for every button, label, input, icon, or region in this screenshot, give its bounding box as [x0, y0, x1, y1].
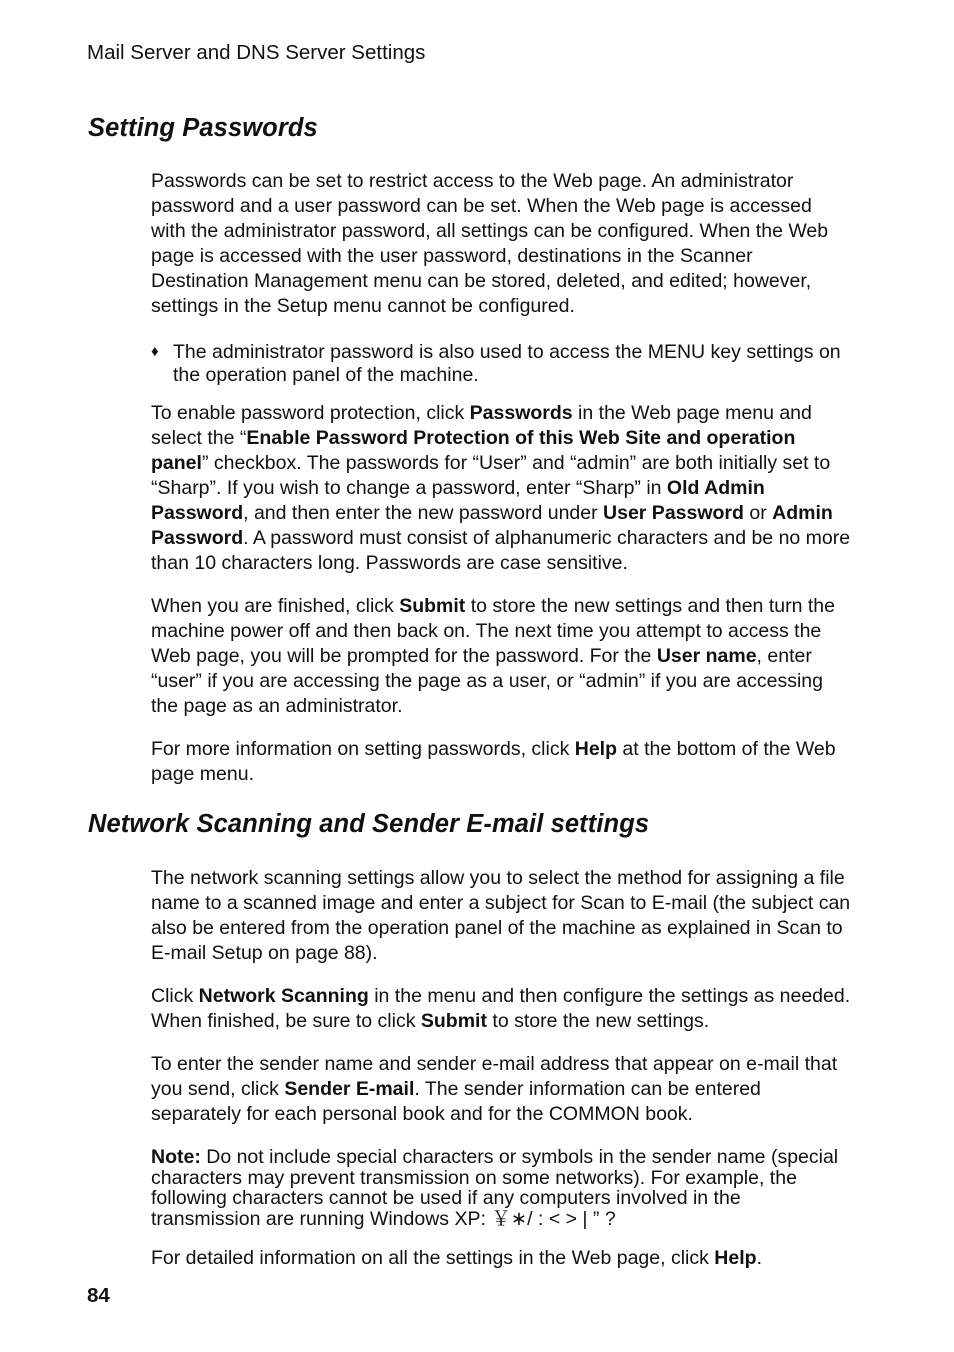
sender-email-paragraph: To enter the sender name and sender e-mail address that appear on e-mail that you send, click Sender E-mail. The sender information can be entered separately for each personal book and for the COMMON book. [151, 1053, 838, 1125]
submit-ref: Submit [399, 595, 466, 617]
finished-paragraph: When you are finished, click Submit to store the new settings and then turn the machine power off and then back on. The next time you attempt to access the Web page, you will be prompted for the password. For the User name, enter “user” if you are accessing the page as a user, or “admin” if you are accessing the page as an administrator. [151, 595, 835, 717]
help-ref: Help [574, 738, 618, 760]
detailed-info-paragraph: For detailed information on all the settings in the Web page, click Help. [151, 1247, 762, 1269]
passwords-intro-paragraph: Passwords can be set to restrict access to the Web page. An administrator password and a user password can be set. When the Web page is accessed with the administrator password, all settings can be configured. When the Web page is accessed with the user password, destinations in the Scanner Destination Management menu can be stored, deleted, and edited; however, settings in the Setup menu cannot be configured. [151, 170, 829, 317]
admin-password-ref: Admin Password [151, 502, 833, 549]
submit-ref: Submit [420, 1010, 487, 1032]
page-number: 84 [87, 1284, 110, 1307]
network-scanning-click-paragraph: Click Network Scanning in the menu and then configure the settings as needed. When finished, be sure to click Submit to store the new settings. [151, 985, 851, 1032]
passwords-menu-ref: Passwords [469, 402, 573, 424]
sender-email-ref: Sender E-mail [284, 1078, 415, 1100]
bullet-text: The administrator password is also used to access the MENU key settings on the operation panel of the machine. [173, 341, 841, 386]
old-admin-password-ref: Old Admin Password [151, 477, 765, 524]
running-header: Mail Server and DNS Server Settings [87, 41, 426, 64]
section-heading-network-scanning: Network Scanning and Sender E-mail settings [88, 810, 650, 838]
diamond-bullet-icon: ♦ [151, 343, 159, 360]
enable-password-paragraph: To enable password protection, click Passwords in the Web page menu and select the “Enable Password Protection of this Web Site and operation panel” checkbox. The passwords for “User” and “admin” are both initially set to “Sharp”. If you wish to change a password, enter “Sharp” in Old Admin Password, and then enter the new password under User Password or Admin Password. A password must consist of alphanumeric characters and be no more than 10 characters long. Passwords are case sensitive. [151, 402, 851, 574]
network-scanning-ref: Network Scanning [198, 985, 369, 1007]
enable-checkbox-ref: Enable Password Protection of this Web Site and operation panel [151, 427, 796, 474]
user-password-ref: User Password [603, 502, 744, 524]
more-info-paragraph: For more information on setting passwords, click Help at the bottom of the Web page menu. [151, 738, 836, 785]
help-ref: Help [714, 1247, 757, 1269]
note-paragraph: Note: Do not include special characters or symbols in the sender name (special characters may prevent transmission on some networks). For example, the following characters cannot be used if any computers involved in the transmission are running Windows XP: ￥∗/ : < > | ” ? [151, 1146, 839, 1230]
network-scanning-intro-paragraph: The network scanning settings allow you to select the method for assigning a file name to a scanned image and enter a subject for Scan to E-mail (the subject can also be entered from the operation panel of the machine as explained in Scan to E-mail Setup on page 88). [151, 867, 851, 964]
section-heading-setting-passwords: Setting Passwords [88, 114, 318, 142]
note-label: Note: [151, 1146, 201, 1168]
user-name-ref: User name [656, 645, 757, 667]
